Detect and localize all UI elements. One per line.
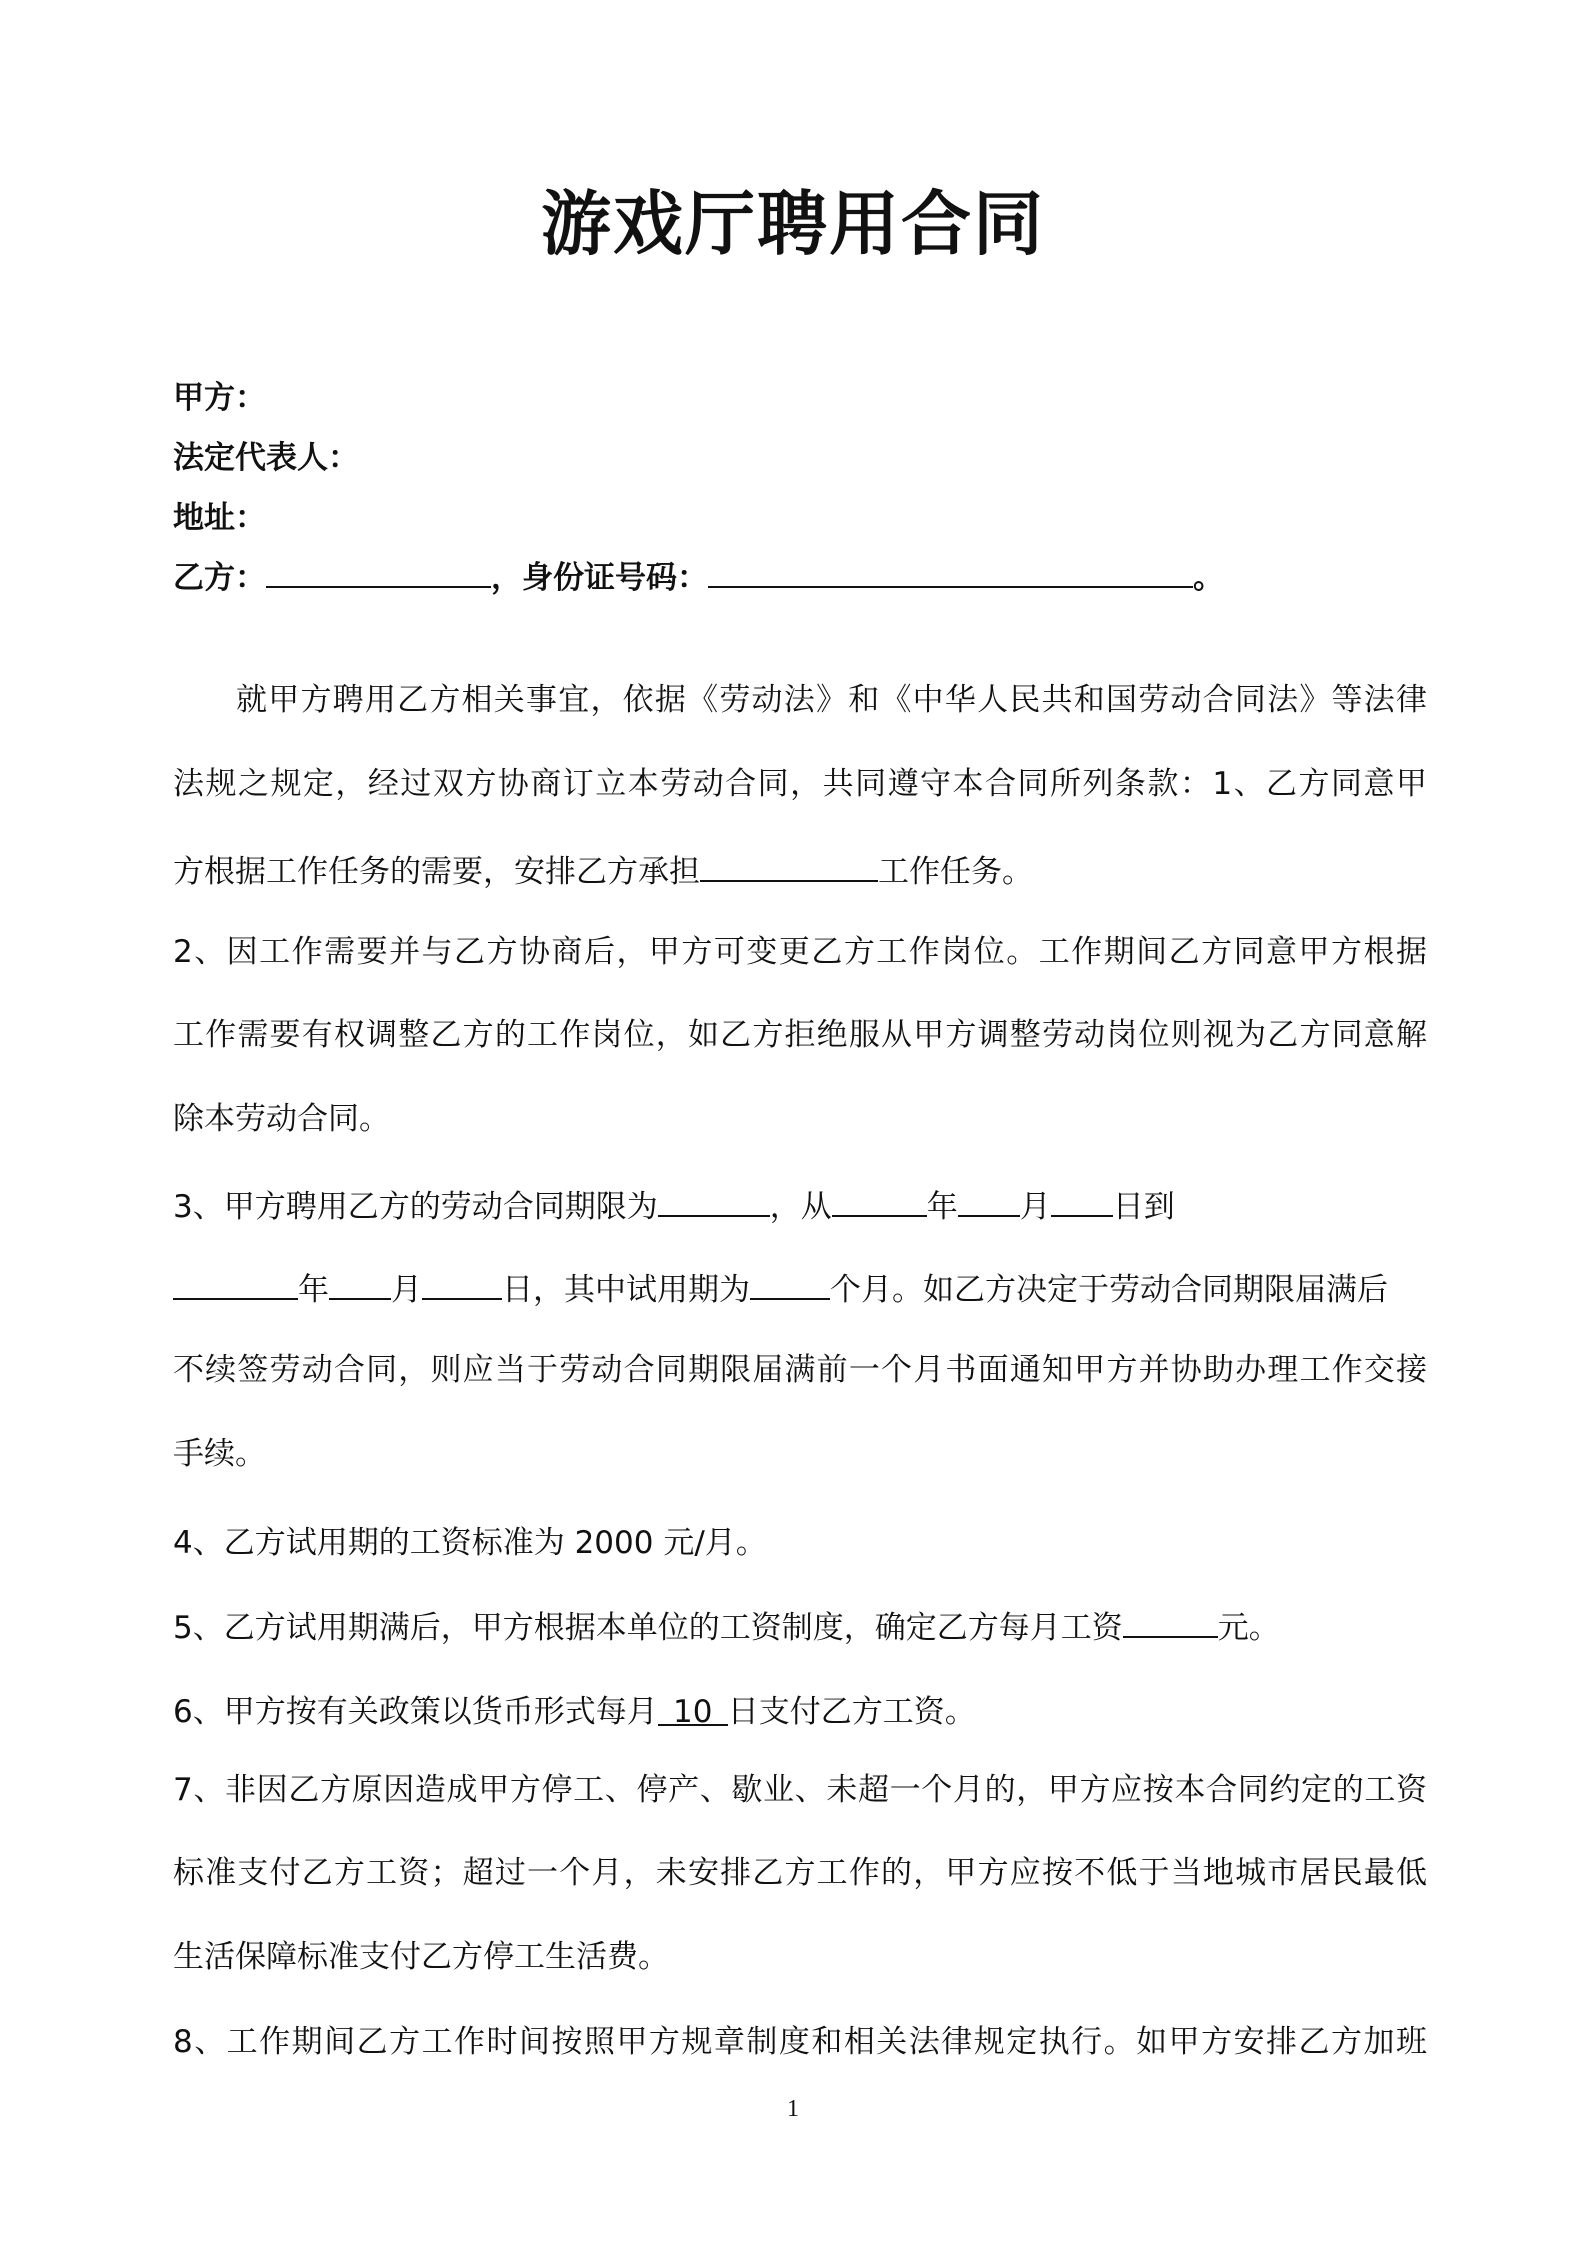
task-blank[interactable] <box>700 846 878 882</box>
body-line: 法规之规定，经过双方协商订立本劳动合同，共同遵守本合同所列条款：1、乙方同意甲 <box>173 766 1427 802</box>
page-number: 1 <box>787 2096 799 2122</box>
body-line: 标准支付乙方工资；超过一个月，未安排乙方工作的，甲方应按不低于当地城市居民最低 <box>173 1855 1427 1891</box>
text: 方根据工作任务的需要，安排乙方承担 <box>173 854 700 890</box>
body-line: 手续。 <box>173 1436 266 1472</box>
text: 6、甲方按有关政策以货币形式每月 <box>173 1694 658 1730</box>
probation-blank[interactable] <box>750 1264 830 1300</box>
start-year-blank[interactable] <box>832 1181 927 1217</box>
id-blank[interactable] <box>708 552 1193 588</box>
text: 年 <box>298 1272 329 1308</box>
text: 3、甲方聘用乙方的劳动合同期限为 <box>173 1189 658 1225</box>
start-day-blank[interactable] <box>1051 1181 1113 1217</box>
body-line: 2、因工作需要并与乙方协商后，甲方可变更乙方工作岗位。工作期间乙方同意甲方根据 <box>173 934 1427 970</box>
pay-day-field[interactable]: 10 <box>658 1690 728 1726</box>
period: 。 <box>1193 560 1224 596</box>
text: 日到 <box>1112 1189 1175 1225</box>
body-line: 7、非因乙方原因造成甲方停工、停产、歇业、未超一个月的，甲方应按本合同约定的工资 <box>173 1772 1427 1808</box>
text: 月 <box>1019 1189 1051 1225</box>
text: 日，其中试用期为 <box>502 1272 750 1308</box>
body-line <box>173 846 1427 890</box>
text: 5、乙方试用期满后，甲方根据本单位的工资制度，确定乙方每月工资 <box>173 1610 1123 1646</box>
body-line: 8、工作期间乙方工作时间按照甲方规章制度和相关法律规定执行。如甲方安排乙方加班 <box>173 2024 1427 2060</box>
text: ，从 <box>769 1189 832 1225</box>
end-month-blank[interactable] <box>329 1264 391 1300</box>
party-b-blank[interactable] <box>266 552 491 588</box>
document-title: 游戏厅聘用合同 <box>541 183 1045 265</box>
address-label: 地址： <box>173 500 266 536</box>
salary-blank[interactable] <box>1123 1602 1218 1638</box>
text: 元。 <box>1217 1610 1280 1646</box>
text: 月 <box>391 1272 422 1308</box>
body-line <box>173 1264 1427 1308</box>
term-blank[interactable] <box>658 1181 770 1217</box>
body-line: 4、乙方试用期的工资标准为 2000 元/月。 <box>173 1525 767 1561</box>
body-line: 就甲方聘用乙方相关事宜，依据《劳动法》和《中华人民共和国劳动合同法》等法律 <box>236 682 1427 718</box>
body-line <box>173 1602 1427 1646</box>
body-line <box>173 1181 1427 1225</box>
start-month-blank[interactable] <box>958 1181 1020 1217</box>
body-line: 不续签劳动合同，则应当于劳动合同期限届满前一个月书面通知甲方并协助办理工作交接 <box>173 1352 1427 1388</box>
party-b-line <box>173 552 1224 597</box>
body-line <box>173 1690 1427 1734</box>
text: 个月。如乙方决定于劳动合同期限届满后 <box>830 1272 1388 1308</box>
id-label: ，身份证号码： <box>491 560 708 596</box>
text: 工作任务。 <box>878 854 1033 890</box>
legal-rep-label: 法定代表人： <box>173 440 359 476</box>
party-a-label: 甲方： <box>173 380 266 416</box>
text: 日支付乙方工资。 <box>727 1694 976 1730</box>
body-line: 工作需要有权调整乙方的工作岗位，如乙方拒绝服从甲方调整劳动岗位则视为乙方同意解 <box>173 1017 1427 1053</box>
end-day-blank[interactable] <box>422 1264 502 1300</box>
body-line: 除本劳动合同。 <box>173 1101 390 1137</box>
party-b-label: 乙方： <box>173 560 266 596</box>
end-year-blank[interactable] <box>173 1264 298 1300</box>
text: 年 <box>926 1189 958 1225</box>
body-line: 生活保障标准支付乙方停工生活费。 <box>173 1939 669 1975</box>
